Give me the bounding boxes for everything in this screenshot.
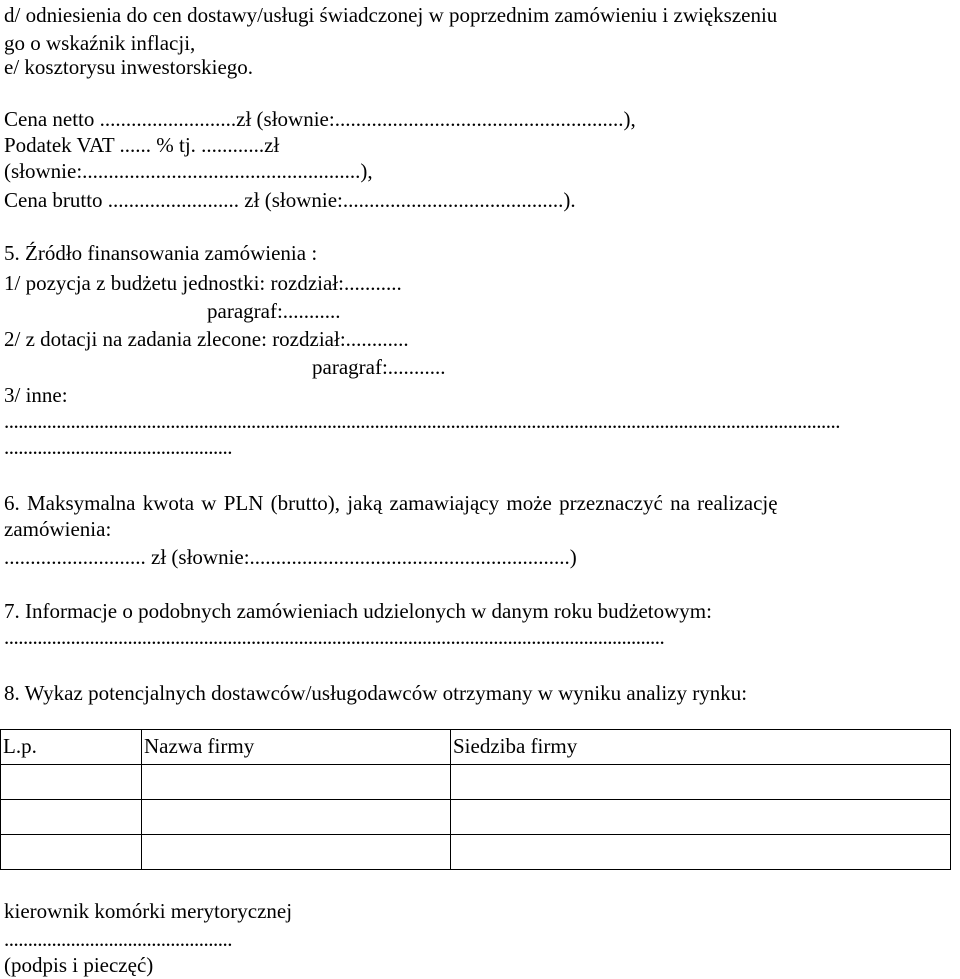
section-5-item-3-dots: ................................................................................................................................................................................ xyxy=(4,409,840,433)
gross-price-line: Cena brutto ......................... zł (słownie:..........................................). xyxy=(4,188,576,212)
item-d-text: d/ odniesienia do cen dostawy/usługi świadczonej w poprzednim zamówieniu i zwiększeniu xyxy=(4,3,778,27)
table-cell xyxy=(451,835,951,870)
vat-in-words-line: (słownie:.....................................................), xyxy=(4,159,373,183)
table-row xyxy=(1,765,951,800)
section-5-item-1: 1/ pozycja z budżetu jednostki: rozdział:........... xyxy=(4,271,402,295)
table-cell xyxy=(451,765,951,800)
item-d-continuation: go o wskaźnik inflacji, xyxy=(4,31,196,55)
section-5-item-2-paragraph: paragraf:........... xyxy=(312,355,446,379)
table-cell xyxy=(1,835,142,870)
section-5-item-1-paragraph: paragraf:........... xyxy=(207,299,341,323)
table-cell xyxy=(1,765,142,800)
table-cell xyxy=(142,835,451,870)
signature-title: kierownik komórki merytorycznej xyxy=(4,899,293,923)
section-7-dots: ........................................................................................................................................... xyxy=(4,625,665,649)
table-cell xyxy=(451,800,951,835)
table-row xyxy=(1,800,951,835)
column-header-company-seat: Siedziba firmy xyxy=(451,730,951,765)
net-price-line: Cena netto ..........................zł (słownie:.......................................................), xyxy=(4,107,636,131)
item-e-text: e/ kosztorysu inwestorskiego. xyxy=(4,55,254,79)
section-5-item-3: 3/ inne: xyxy=(4,383,68,407)
section-7-heading: 7. Informacje o podobnych zamówieniach udzielonych w danym roku budżetowym: xyxy=(4,599,712,623)
signature-dots: ................................................ xyxy=(4,927,232,951)
section-5-item-3-dots-end: ................................................ xyxy=(4,435,232,459)
table-header-row xyxy=(1,730,951,765)
section-6-amount-line: ........................... zł (słownie:.............................................................) xyxy=(4,545,577,569)
signature-caption: (podpis i pieczęć) xyxy=(4,953,154,977)
table-cell xyxy=(142,800,451,835)
table-cell xyxy=(142,765,451,800)
section-5-item-2: 2/ z dotacji na zadania zlecone: rozdział:............ xyxy=(4,327,409,351)
table-row xyxy=(1,835,951,870)
column-header-lp: L.p. xyxy=(1,730,142,765)
section-8-heading: 8. Wykaz potencjalnych dostawców/usługodawców otrzymany w wyniku analizy rynku: xyxy=(4,681,748,705)
section-6-heading: 6. Maksymalna kwota w PLN (brutto), jaką zamawiający może przeznaczyć na realizację xyxy=(4,491,778,515)
section-6-continuation: zamówienia: xyxy=(4,517,112,541)
vat-line: Podatek VAT ...... % tj. ............zł xyxy=(4,133,280,157)
column-header-company-name: Nazwa firmy xyxy=(142,730,451,765)
table-cell xyxy=(1,800,142,835)
section-5-heading: 5. Źródło finansowania zamówienia : xyxy=(4,241,318,265)
suppliers-table xyxy=(0,729,951,870)
